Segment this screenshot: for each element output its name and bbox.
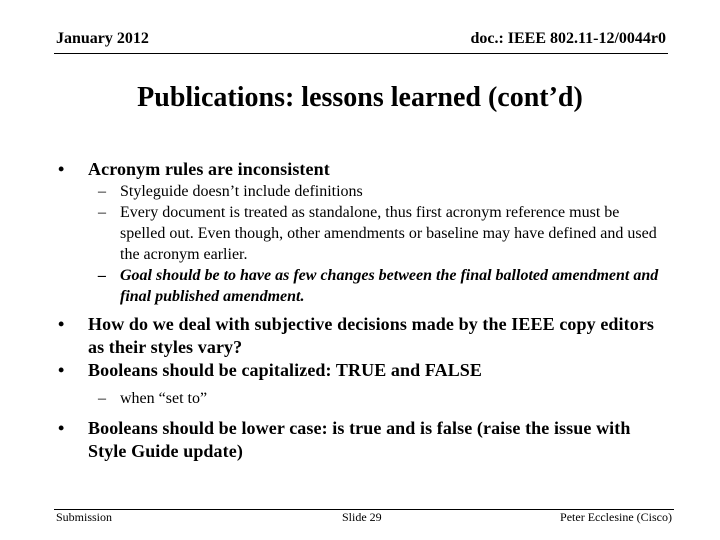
dash-icon: – [98, 267, 106, 284]
footer-submission: Submission [56, 510, 113, 524]
subitem-standalone [58, 202, 668, 265]
subitem-text: when “set to” [120, 390, 208, 407]
dash-icon: – [98, 183, 106, 200]
slide-body [58, 158, 668, 463]
bullet-booleans-capitalized [58, 359, 668, 382]
bullet-text: Acronym rules are inconsistent [88, 159, 330, 179]
bullet-icon: • [58, 418, 65, 438]
header-date: January 2012 [56, 30, 149, 47]
bullet-subjective-decisions [58, 313, 668, 359]
bullet-text: How do we deal with subjective decisions made by the IEEE copy editors as their styles vary? [88, 314, 655, 357]
bullet-icon: • [58, 159, 65, 179]
dash-icon: – [98, 204, 106, 221]
bullet-booleans-lowercase [58, 417, 668, 463]
subitem-set-to [58, 388, 668, 409]
footer-author: Peter Ecclesine (Cisco) [560, 510, 672, 524]
dash-icon: – [98, 390, 106, 407]
bullet-icon: • [58, 360, 65, 380]
bullet-text: Booleans should be capitalized: TRUE and FALSE [88, 360, 483, 380]
subitem-goal [58, 265, 668, 307]
bullet-text: Booleans should be lower case: is true and is false (raise the issue with Style Guide update) [88, 418, 631, 461]
footer-slide-number: Slide 29 [342, 510, 382, 524]
slide-title: Publications: lessons learned (cont’d) [137, 82, 583, 113]
subitem-styleguide [58, 181, 668, 202]
subitem-text: Every document is treated as standalone, thus first acronym reference must be spelled out. Even though, other amendments or baseline may have defined and used the acronym earlier. [120, 204, 657, 263]
subitem-text: Styleguide doesn’t include definitions [120, 183, 363, 200]
bullet-icon: • [58, 314, 65, 334]
bullet-acronym-rules [58, 158, 668, 181]
subitem-text: Goal should be to have as few changes between the final balloted amendment and final published amendment. [120, 267, 659, 305]
header-doc-id: doc.: IEEE 802.11-12/0044r0 [470, 30, 666, 47]
header-divider [54, 53, 668, 54]
